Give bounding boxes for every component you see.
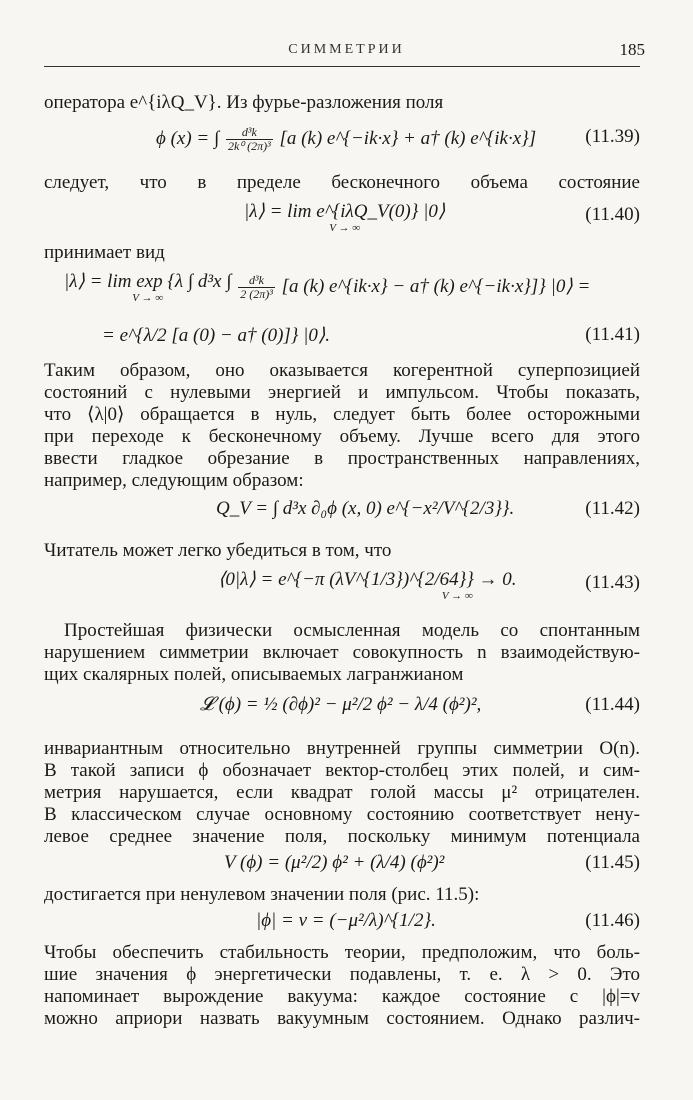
text-line: левое среднее значение поля, поскольку минимум потенциала	[44, 826, 640, 847]
text-line: щих скалярных полей, описываемых лагранжианом	[44, 664, 464, 685]
text-line: принимает вид	[44, 242, 165, 263]
text-line: ввести гладкое обрезание в пространственных направлениях,	[44, 448, 640, 469]
eq-lhs: |λ⟩ = lim e^{iλQ_V(0)} |0⟩	[244, 201, 446, 222]
text-line: Чтобы обеспечить стабильность теории, предположим, что боль-	[44, 942, 640, 963]
limit-subscript: V → ∞	[329, 222, 361, 234]
equation-number: (11.41)	[585, 324, 640, 345]
running-header: СИММЕТРИИ	[288, 42, 405, 57]
limit-subscript: V → ∞	[132, 292, 164, 304]
text-line: напоминает вырождение вакуума: каждое состояние с |ϕ|=v	[44, 986, 640, 1007]
text-line: можно априори назвать вакуумным состоянием. Однако различ-	[44, 1008, 640, 1029]
equation-number: (11.45)	[585, 852, 640, 873]
text-line: В такой записи ϕ обозначает вектор-столбец этих полей, и сим-	[44, 760, 640, 781]
equation-11-41-line-2	[44, 324, 640, 354]
equation-11-42	[44, 498, 640, 528]
text-line: Таким образом, оно оказывается когерентной суперпозицией	[44, 360, 640, 381]
eq-body: = e^{λ/2 [a (0) − a† (0)]} |0⟩.	[102, 325, 331, 346]
text-line: что ⟨λ|0⟩ обращается в нуль, следует быть более осторожными	[44, 404, 640, 425]
text-line: Читатель может легко убедиться в том, что	[44, 540, 392, 561]
equation-11-40	[44, 201, 640, 234]
equation-number: (11.46)	[585, 910, 640, 931]
equation-11-43	[44, 569, 640, 608]
eq-fraction: $\frac{\text{d³k}}{\text{2k⁰ (2π)³}}$	[227, 125, 271, 153]
eq-body: V (ϕ) = (μ²/2) ϕ² + (λ/4) (ϕ²)²	[224, 852, 445, 873]
text-line: при переходе к бесконечному объему. Лучше всего для этого	[44, 426, 640, 447]
eq-lhs: |λ⟩ = lim exp {λ ∫ d³x ∫	[64, 271, 232, 292]
text-line: шие значения ϕ энергетически подавлены, т. е. λ > 0. Это	[44, 964, 640, 985]
text-line: следует, что в пределе бесконечного объема состояние	[44, 172, 640, 193]
equation-number: (11.44)	[585, 694, 640, 715]
equation-11-46	[44, 910, 640, 940]
eq-body: |ϕ| = v = (−μ²/λ)^{1/2}.	[256, 910, 436, 931]
text-line: нарушением симметрии включает совокупность n взаимодействую-	[44, 642, 640, 663]
equation-11-41-line-1	[44, 270, 640, 310]
text-line: инвариантным относительно внутренней группы симметрии O(n).	[44, 738, 640, 759]
equation-number: (11.39)	[585, 126, 640, 147]
text-line: метрия нарушается, если квадрат голой массы μ² отрицателен.	[44, 782, 640, 803]
text-line: состояний с нулевыми энергией и импульсом. Чтобы показать,	[44, 382, 640, 403]
page-number: 185	[619, 40, 645, 59]
equation-number: (11.43)	[585, 572, 640, 593]
text-line: Простейшая физически осмысленная модель со спонтанным	[64, 620, 640, 641]
equation-11-45	[44, 852, 640, 882]
equation-number: (11.42)	[585, 498, 640, 519]
limit-subscript: V → ∞	[441, 590, 473, 602]
eq-lhs: ϕ (x) = ∫	[156, 127, 220, 149]
text-line: В классическом случае основному состоянию соответствует нену-	[44, 804, 640, 825]
header-rule	[44, 66, 640, 67]
eq-fraction: $\frac{\text{d³k}}{\text{2 (2π)³}}$	[240, 273, 273, 301]
eq-body: 𝓛 (ϕ) = ½ (∂ϕ)² − μ²/2 ϕ² − λ/4 (ϕ²)²,	[200, 694, 482, 715]
eq-body: Q_V = ∫ d³x ∂₀ϕ (x, 0) e^{−x²/V^{2/3}}.	[216, 498, 515, 519]
equation-11-39	[44, 126, 640, 156]
eq-body: [a (k) e^{−ik·x} + a† (k) e^{ik·x}]	[279, 127, 537, 149]
text-line: достигается при ненулевом значении поля (рис. 11.5):	[44, 884, 480, 905]
equation-11-44	[44, 694, 640, 724]
eq-body: ⟨0|λ⟩ = e^{−π (λV^{1/3})^{2/64}} → 0.	[218, 569, 517, 590]
eq-body: [a (k) e^{ik·x} − a† (k) e^{−ik·x}]} |0⟩ =	[281, 275, 591, 297]
text-line: например, следующим образом:	[44, 470, 304, 491]
text-line: оператора e^{iλQ_V}. Из фурье-разложения поля	[44, 92, 444, 113]
equation-number: (11.40)	[585, 204, 640, 225]
